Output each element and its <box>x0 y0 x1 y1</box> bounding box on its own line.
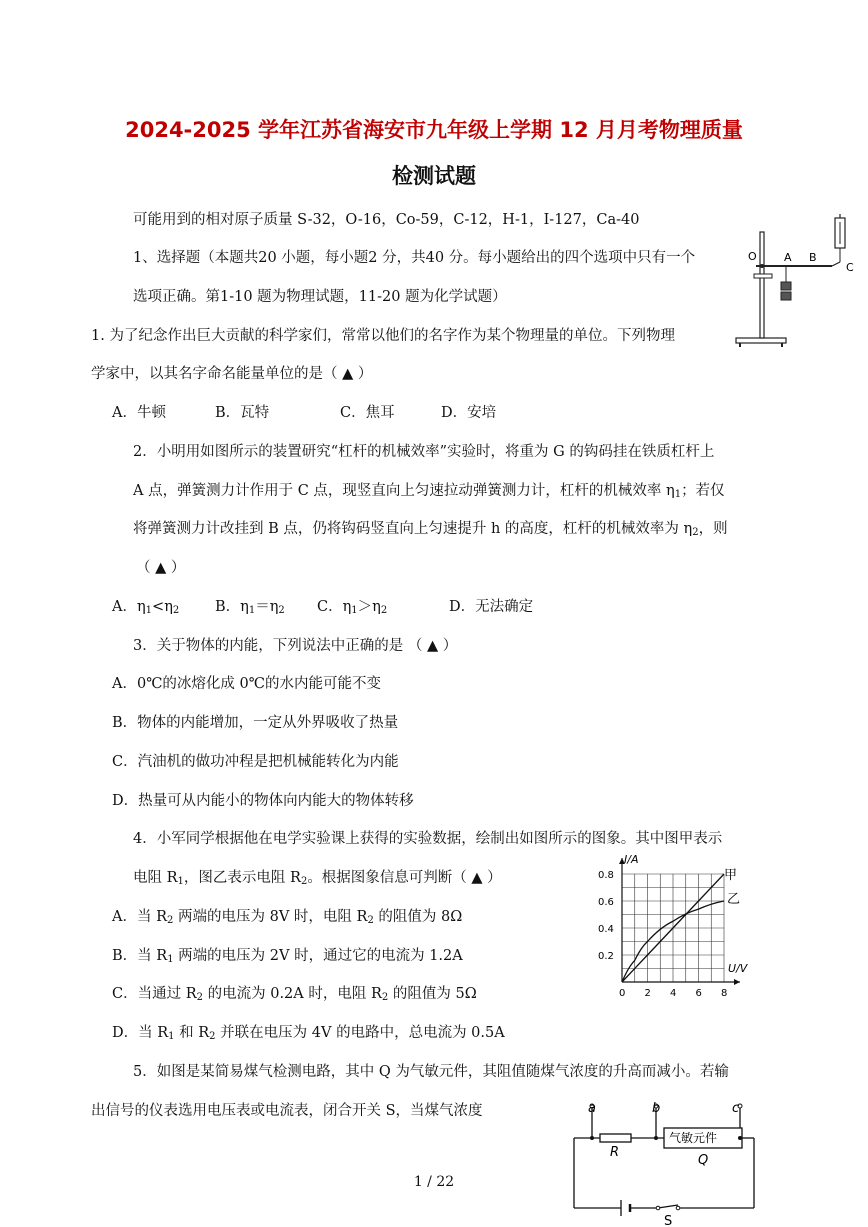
label-C: C <box>846 261 854 274</box>
terminal-c: c <box>732 1101 740 1116</box>
q2-option-b: B．$\eta_1=\eta_2$ <box>215 599 285 616</box>
q3-option-a: A．0℃的冰熔化成 0℃的水内能可能不变 <box>112 676 381 692</box>
x-tick-label: 4 <box>670 988 677 999</box>
gas-sensor-label: 气敏元件 <box>669 1131 718 1145</box>
q5-line2: 出信号的仪表选用电压表或电流表，闭合开关 S，当煤气浓度 <box>91 1103 483 1119</box>
series-label-yi: 乙 <box>727 892 741 907</box>
x-tick-label: 6 <box>695 988 702 999</box>
series-label-jia: 甲 <box>724 868 738 883</box>
q5-line1: 5．如图是某简易煤气检测电路，其中 Q 为气敏元件，其阻值随煤气浓度的升高而减小。若输 <box>133 1064 729 1080</box>
page-number: 1 / 22 <box>413 1174 455 1190</box>
terminal-a: a <box>588 1101 596 1116</box>
iu-graph <box>596 850 756 1000</box>
q1-option-d: D．安培 <box>441 405 497 421</box>
q2-line1: 2．小明用如图所示的装置研究“杠杆的机械效率”实验时，将重为 G 的钩码挂在铁质杠杆上 <box>133 444 715 460</box>
y-axis-label: I/A <box>624 853 639 866</box>
q1-option-a: A．牛顿 <box>112 405 166 421</box>
q1-option-c: C．焦耳 <box>340 405 395 421</box>
x-axis-label: U/V <box>728 962 748 975</box>
y-tick-label: 0.4 <box>598 924 614 935</box>
q4-option-c: C．当通过 $R_2$ 的电流为 0.2A 时，电阻 $R_2$ 的阻值为 5Ω <box>112 986 477 1003</box>
sensor-q-label: Q <box>698 1153 709 1168</box>
q3-stem: 3．关于物体的内能，下列说法中正确的是 （ ▲ ） <box>133 638 458 654</box>
terminal-b: b <box>652 1101 661 1116</box>
q2-option-a: A．$\eta_1<\eta_2$ <box>112 599 180 616</box>
q2-option-d: D．无法确定 <box>449 599 534 615</box>
q2-option-c: C．$\eta_1>\eta_2$ <box>317 599 388 616</box>
q2-line3: 将弹簧测力计改挂到 B 点，仍将钩码竖直向上匀速提升 h 的高度，杠杆的机械效率为 $\eta_2$，则 <box>133 521 728 538</box>
q4-line2: 电阻 $R_1$，图乙表示电阻 $R_2$。根据图象信息可判断（ ▲ ） <box>133 870 502 887</box>
q4-line1: 4．小军同学根据他在电学实验课上获得的实验数据，绘制出如图所示的图象。其中图甲表示 <box>133 831 723 847</box>
q1-option-b: B．瓦特 <box>215 405 270 421</box>
x-axis-arrow <box>734 979 740 985</box>
section-heading-cont: 选项正确。第1-10 题为物理试题，11-20 题为化学试题） <box>133 289 507 305</box>
y-tick-label: 0.2 <box>598 951 614 962</box>
q4-option-d: D．当 $R_1$ 和 $R_2$ 并联在电压为 4V 的电路中，总电流为 0.5A <box>112 1025 505 1042</box>
q1-line2: 学家中，以其名字命名能量单位的是（ ▲ ） <box>91 366 373 382</box>
q3-option-c: C．汽油机的做功冲程是把机械能转化为内能 <box>112 754 399 770</box>
atomic-mass-note: 可能用到的相对原子质量 S-32，O-16，Co-59，C-12，H-1，I-127，Ca-40 <box>133 212 640 228</box>
x-tick-label: 8 <box>721 988 728 999</box>
x-tick-label: 0 <box>619 988 626 999</box>
q2-line4: （ ▲ ） <box>136 560 186 576</box>
label-O: O <box>748 250 757 263</box>
switch-label: S <box>664 1214 673 1227</box>
q3-option-b: B．物体的内能增加，一定从外界吸收了热量 <box>112 715 399 731</box>
q4-option-b: B．当 $R_1$ 两端的电压为 2V 时，通过它的电流为 1.2A <box>112 948 463 965</box>
q1-line1: 1. 为了纪念作出巨大贡献的科学家们，常常以他们的名字作为某个物理量的单位。下列物理 <box>91 328 675 344</box>
q3-option-d: D．热量可从内能小的物体向内能大的物体转移 <box>112 793 414 809</box>
resistor-label: R <box>610 1145 620 1160</box>
q2-line2: A 点，弹簧测力计作用于 C 点，现竖直向上匀速拉动弹簧测力计，杠杆的机械效率 $\eta_1$；若仅 <box>133 483 725 500</box>
y-tick-label: 0.8 <box>598 870 614 881</box>
lever-apparatus-figure <box>732 212 862 352</box>
gas-detector-circuit <box>566 1094 766 1227</box>
section-heading: 1、选择题（本题共20 小题，每小题2 分，共40 分。每小题给出的四个选项中只有一个 <box>133 250 696 266</box>
label-B: B <box>809 251 817 264</box>
y-tick-label: 0.6 <box>598 897 614 908</box>
label-A: A <box>784 251 792 264</box>
x-tick-label: 2 <box>644 988 651 999</box>
doc-title-line1: 2024-2025 学年江苏省海安市九年级上学期 12 月月考物理质量 <box>125 118 743 142</box>
doc-title-line2: 检测试题 <box>392 164 476 188</box>
q4-option-a: A．当 $R_2$ 两端的电压为 8V 时，电阻 $R_2$ 的阻值为 8Ω <box>112 909 463 926</box>
